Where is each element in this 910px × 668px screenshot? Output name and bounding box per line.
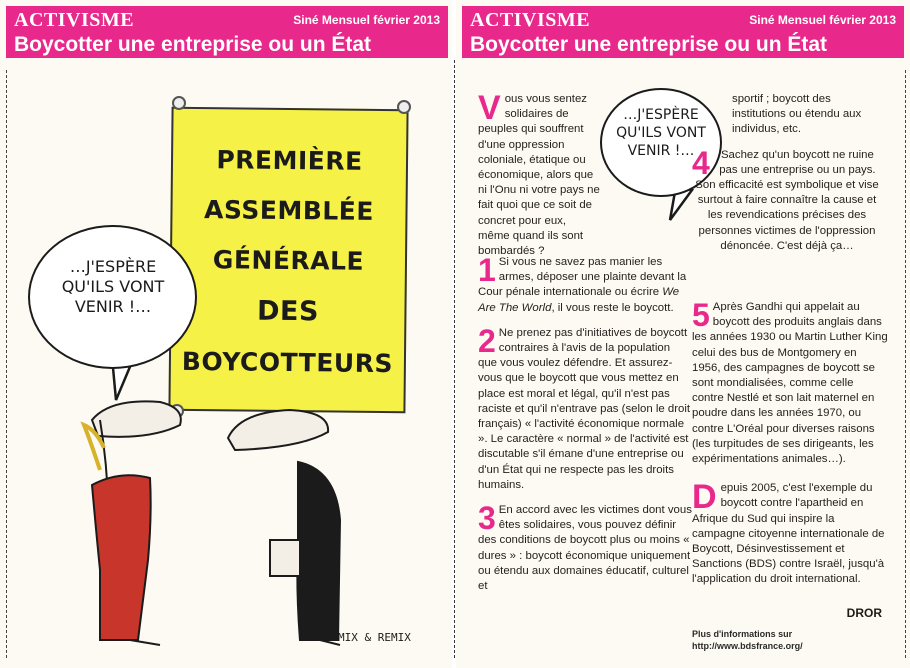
point-text: Après Gandhi qui appelait au boycott des produits anglais dans les années 1930 ou Martin Luther King celui des bus de Montgomery en 1956, des campagnes de boycott se sont mondialisées, comme celle contre Nestlé et son lait maternel en poudre dans les années 1970, ou contre L'Oréal pour diverses raisons (les turpitudes de ses dirigeants, les expérimentations animales…). [692,301,888,466]
article-intro [478,89,600,259]
poster-line-1: PREMIÈRE [216,145,363,176]
intro-dropcap: V [478,89,501,127]
final-dropcap: D [692,478,717,517]
article-right-top [692,92,882,264]
article-right-column [692,297,888,598]
source-date: Siné Mensuel février 2013 [293,13,440,27]
intro-text: ous vous sentez solidaires de peuples qui souffrent d'une oppression coloniale, étatique ou économique, alors que ni l'Onu ni votre pays ne fait quoi que ce soit de concret pour eux, même quand ils sont bombardés ? [478,93,600,258]
speech-line-2: QU'ILS VONT [616,125,706,141]
point-number: 5 [692,297,710,333]
point-3 [478,500,692,594]
article-conclusion [692,478,888,587]
point-2 [478,322,692,493]
point-5 [692,297,888,467]
author-signature: DROR [846,606,882,620]
point-1 [478,252,692,316]
speech-line-3: VENIR !… [627,143,695,159]
point-text-italic: We Are The World [478,286,680,314]
point-text: Si vous ne savez pas manier les armes, déposer une plainte devant la Cour pénale internationale ou écrire [478,256,687,299]
more-info [692,628,862,652]
final-text: epuis 2005, c'est l'exemple du boycott contre l'apartheid en Afrique du Sud qui inspire la campagne citoyenne internationale de Boycott, Désinvestissement et Sanctions (BDS) contre Israël, jusqu'à l'application du droit international. [692,482,885,586]
page-headline: Boycotter une entreprise ou un État [470,33,828,56]
page-headline: Boycotter une entreprise ou un État [14,33,372,56]
source-date: Siné Mensuel février 2013 [749,13,896,27]
speech-bubble [28,225,197,369]
right-page [456,0,910,668]
point-text: Sachez qu'un boycott ne ruine pas une entreprise ou un pays. Son efficacité est symbolique et vise surtout à faire connaître la cause et les revendications précises des personnes victimes de l'oppression dénoncée. C'est déjà ça… [695,148,879,252]
point-text: Ne prenez pas d'initiatives de boycott contraires à l'avis de la population que vous voulez défendre. Et assurez-vous que le boycott que vous mettez en place est moral et légal, qu'il n'est pas raciste et qu'il n'entrave pas (selon le droit français) « l'activité économique normale ». Le caractère « normal » de l'activité est discutable s'il émane d'une entreprise ou d'un État qui ne respecte pas les droits humains. [478,326,691,491]
poster-line-4: DES [256,295,320,328]
more-info-url[interactable]: http://www.bdsfrance.org/ [692,641,803,651]
cartoon-credit: MIX & REMIX [338,631,411,644]
point-text: En accord avec les victimes dont vous êtes solidaires, vous pouvez définir des conditions de boycott plus ou moins « dures » : boycott économique uniquement ou étendu aux domaines éducatif, culturel et [478,504,692,593]
speech-line-3: VENIR !… [74,297,152,316]
point-3-continued: sportif ; boycott des institutions ou étendu aux individus, etc. [732,93,862,136]
section-kicker: ACTIVISME [470,9,591,31]
poster-line-5: BOYCOTTEURS [181,346,394,379]
point-number: 1 [478,252,496,288]
point-number: 4 [692,144,710,181]
more-info-label: Plus d'informations sur [692,629,793,639]
speech-line-1: …J'ESPÈRE [69,257,157,276]
section-kicker: ACTIVISME [14,9,135,31]
left-page [0,0,454,668]
article-left-column [478,252,692,604]
speech-line-2: QU'ILS VONT [61,277,165,296]
point-4 [692,144,882,254]
poster-line-2: ASSEMBLÉE [203,195,375,226]
speech-line-1: …J'ESPÈRE [623,107,699,123]
point-text: , il vous reste le boycott. [551,301,674,314]
point-number: 3 [478,500,496,537]
point-number: 2 [478,322,496,359]
poster-line-3: GÉNÉRALE [212,245,365,276]
